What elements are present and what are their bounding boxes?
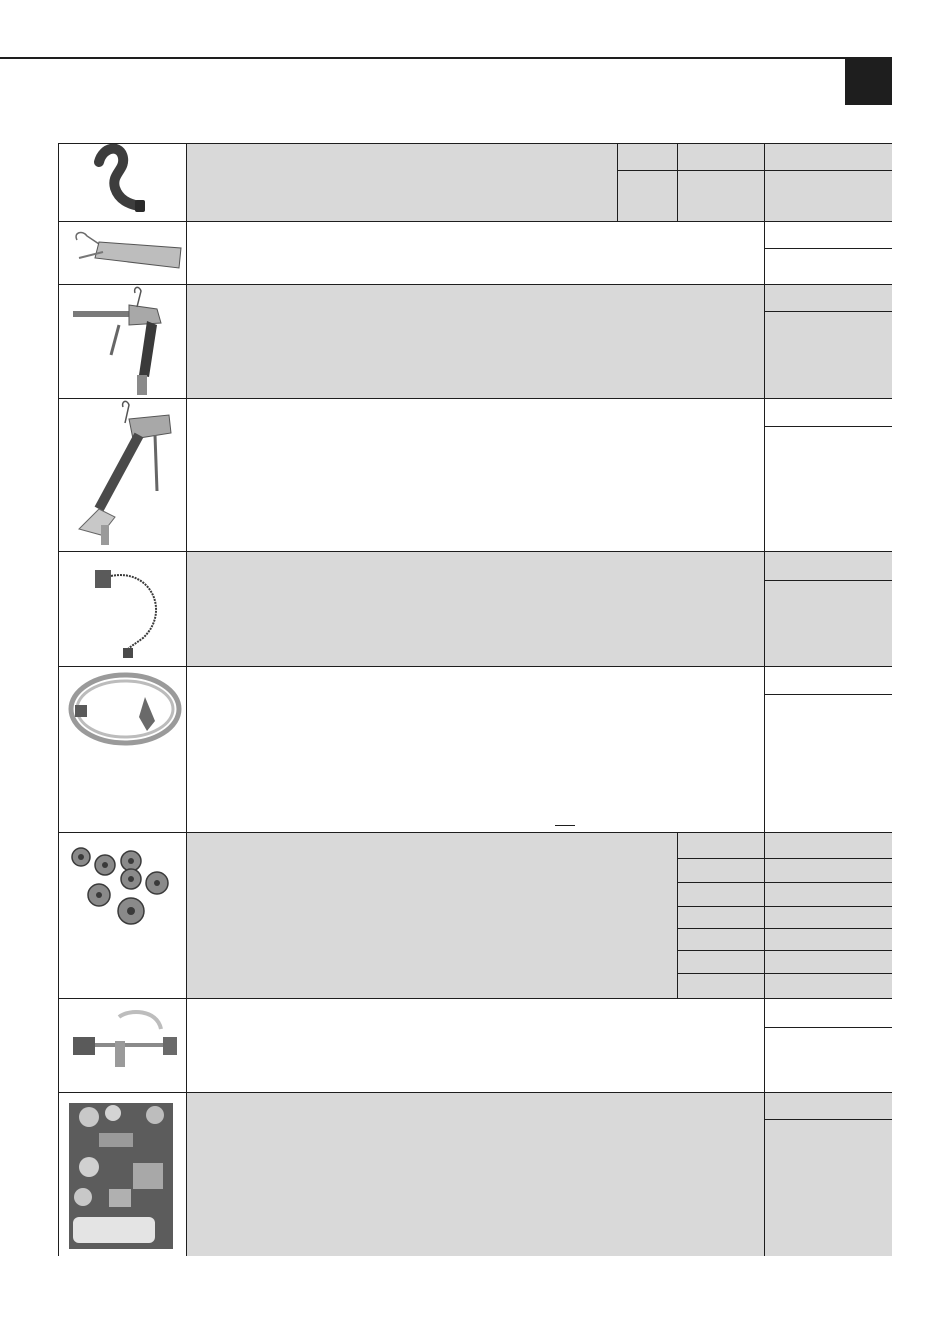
underline-mark bbox=[555, 825, 575, 826]
option-cell bbox=[764, 285, 892, 312]
description-cell bbox=[187, 833, 677, 999]
description-cell bbox=[187, 999, 764, 1093]
option-cell bbox=[677, 929, 764, 951]
option-cell bbox=[677, 144, 764, 171]
extension-gun-icon bbox=[59, 399, 186, 551]
description-cell bbox=[187, 222, 764, 285]
table-row bbox=[59, 144, 892, 222]
option-cell bbox=[764, 1028, 892, 1093]
parts-table bbox=[58, 143, 892, 1256]
nozzle-set-image bbox=[59, 833, 187, 999]
option-cell bbox=[764, 695, 892, 833]
table-row bbox=[59, 999, 892, 1093]
option-cell bbox=[764, 999, 892, 1028]
accessory-kit-icon bbox=[59, 1093, 186, 1255]
description-cell bbox=[187, 285, 764, 399]
option-cell bbox=[617, 144, 677, 171]
header-rule bbox=[0, 57, 890, 59]
fitting-image bbox=[59, 999, 187, 1093]
option-cell bbox=[677, 951, 764, 974]
description-cell bbox=[187, 552, 764, 667]
option-cell bbox=[764, 833, 892, 859]
table-row bbox=[59, 833, 892, 999]
option-cell bbox=[764, 859, 892, 883]
option-cell bbox=[764, 222, 892, 249]
table-row bbox=[59, 1093, 892, 1256]
hose-bend-image bbox=[59, 144, 187, 222]
option-cell bbox=[764, 929, 892, 951]
cable-image bbox=[59, 552, 187, 667]
option-cell bbox=[677, 859, 764, 883]
nozzle-icon bbox=[59, 833, 186, 998]
gun-extension-image bbox=[59, 399, 187, 552]
strap-icon bbox=[59, 222, 186, 284]
option-cell bbox=[764, 667, 892, 695]
option-cell bbox=[677, 833, 764, 859]
hose-assembly-icon bbox=[59, 667, 186, 832]
option-cell bbox=[677, 883, 764, 907]
description-cell bbox=[187, 399, 764, 552]
option-cell bbox=[677, 907, 764, 929]
option-cell bbox=[764, 1093, 892, 1120]
table-row bbox=[59, 399, 892, 552]
description-cell bbox=[187, 1093, 764, 1256]
option-cell bbox=[764, 907, 892, 929]
spray-gun-icon bbox=[59, 285, 186, 398]
option-cell bbox=[764, 312, 892, 399]
option-cell bbox=[764, 581, 892, 667]
hose-bend-icon bbox=[59, 144, 186, 221]
option-cell bbox=[764, 144, 892, 171]
option-cell bbox=[617, 171, 677, 222]
section-tab bbox=[845, 57, 892, 105]
description-cell bbox=[187, 667, 764, 833]
option-cell bbox=[677, 974, 764, 999]
fitting-icon bbox=[59, 999, 186, 1092]
option-cell bbox=[764, 883, 892, 907]
option-cell bbox=[764, 399, 892, 427]
hose-assembly-image bbox=[59, 667, 187, 833]
table-row bbox=[59, 667, 892, 833]
option-cell bbox=[764, 249, 892, 285]
gun-short-image bbox=[59, 285, 187, 399]
description-cell bbox=[187, 144, 617, 222]
option-cell bbox=[677, 171, 764, 222]
option-cell bbox=[764, 951, 892, 974]
table-row bbox=[59, 285, 892, 399]
accessory-kit-image bbox=[59, 1093, 187, 1256]
option-cell bbox=[764, 1120, 892, 1256]
table-row bbox=[59, 222, 892, 285]
option-cell bbox=[764, 427, 892, 552]
option-cell bbox=[764, 974, 892, 999]
hanging-strap-image bbox=[59, 222, 187, 285]
cable-icon bbox=[59, 552, 186, 666]
option-cell bbox=[764, 171, 892, 222]
option-cell bbox=[764, 552, 892, 581]
table-row bbox=[59, 552, 892, 667]
